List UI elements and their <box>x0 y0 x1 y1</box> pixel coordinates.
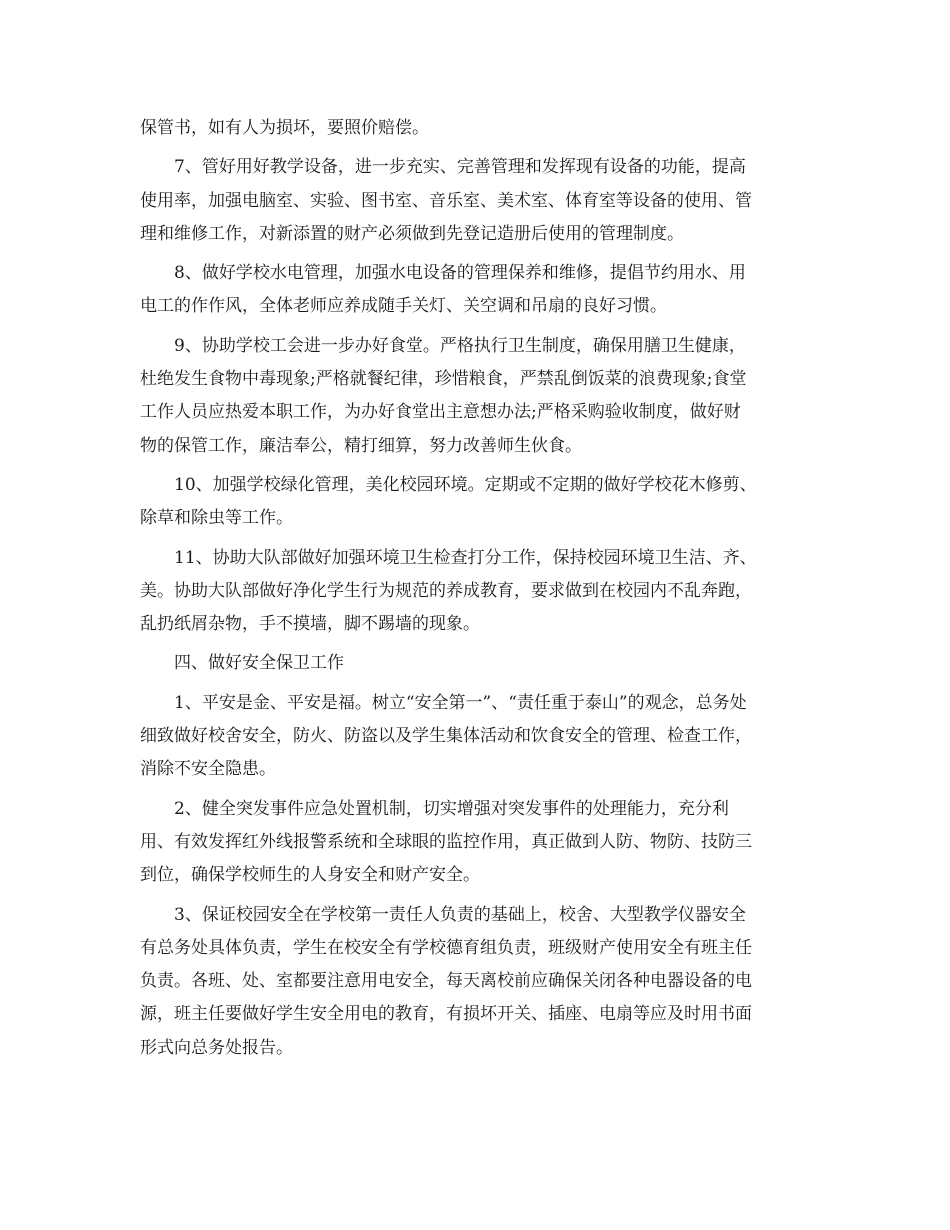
paragraph-line: 四、做好安全保卫工作 <box>174 653 344 674</box>
paragraph <box>140 542 812 642</box>
paragraph-line: 3、保证校园安全在学校第一责任人负责的基础上，校舍、大型教学仪器安全 <box>174 904 746 925</box>
paragraph-line: 8、做好学校水电管理，加强水电设备的管理保养和维修，提倡节约用水、用 <box>174 263 746 284</box>
paragraph-line: 杜绝发生食物中毒现象;严格就餐纪律，珍惜粮食，严禁乱倒饭菜的浪费现象;食堂 <box>140 369 747 390</box>
paragraph-line: 使用率，加强电脑室、实验、图书室、音乐室、美术室、体育室等设备的使用、管 <box>140 190 752 211</box>
document-body <box>140 112 812 1065</box>
paragraph-line: 细致做好校舍安全，防火、防盗以及学生集体活动和饮食安全的管理、检查工作， <box>140 726 752 747</box>
paragraph-line: 形式向总务处报告。 <box>140 1037 293 1058</box>
paragraph-line: 源，班主任要做好学生安全用电的教育，有损坏开关、插座、电扇等应及时用书面 <box>140 1004 752 1025</box>
paragraph-line: 工作人员应热爱本职工作，为办好食堂出主意想办法;严格采购验收制度，做好财 <box>140 402 741 423</box>
paragraph-line: 10、加强学校绿化管理，美化校园环境。定期或不定期的做好学校花木修剪、 <box>174 474 757 495</box>
paragraph-line: 有总务处具体负责，学生在校安全有学校德育组负责，班级财产使用安全有班主任 <box>140 937 752 958</box>
paragraph-line: 物的保管工作，廉洁奉公，精打细算，努力改善师生伙食。 <box>140 435 582 456</box>
paragraph-line: 7、管好用好教学设备，进一步充实、完善管理和发挥现有设备的功能，提高 <box>174 157 746 178</box>
paragraph-line: 负责。各班、处、室都要注意用电安全，每天离校前应确保关闭各种电器设备的电 <box>140 971 752 992</box>
paragraph <box>140 151 812 251</box>
paragraph <box>140 647 812 680</box>
paragraph <box>140 257 812 324</box>
paragraph <box>140 687 812 787</box>
paragraph-line: 到位，确保学校师生的人身安全和财产安全。 <box>140 865 480 886</box>
paragraph-line: 除草和除虫等工作。 <box>140 508 293 529</box>
paragraph-line: 美。协助大队部做好净化学生行为规范的养成教育，要求做到在校园内不乱奔跑， <box>140 580 752 601</box>
paragraph <box>140 469 812 536</box>
paragraph-line: 电工的作作风，全体老师应养成随手关灯、关空调和吊扇的良好习惯。 <box>140 296 667 317</box>
paragraph-line: 理和维修工作，对新添置的财产必须做到先登记造册后使用的管理制度。 <box>140 223 684 244</box>
paragraph-line: 1、平安是金、平安是福。树立“安全第一”、“责任重于泰山”的观念，总务处 <box>174 692 747 713</box>
paragraph <box>140 793 812 893</box>
paragraph <box>140 899 812 1065</box>
paragraph-line: 11、协助大队部做好加强环境卫生检查打分工作，保持校园环境卫生洁、齐、 <box>174 547 757 568</box>
paragraph <box>140 112 812 145</box>
paragraph-line: 2、健全突发事件应急处置机制，切实增强对突发事件的处理能力，充分利 <box>174 798 729 819</box>
paragraph-line: 用、有效发挥红外线报警系统和全球眼的监控作用，真正做到人防、物防、技防三 <box>140 831 752 852</box>
paragraph <box>140 330 812 463</box>
paragraph-line: 9、协助学校工会进一步办好食堂。严格执行卫生制度，确保用膳卫生健康， <box>174 335 746 356</box>
paragraph-line: 乱扔纸屑杂物，手不摸墙，脚不踢墙的现象。 <box>140 614 480 635</box>
paragraph-line: 消除不安全隐患。 <box>140 759 276 780</box>
paragraph-line: 保管书，如有人为损坏，要照价赔偿。 <box>140 118 429 138</box>
